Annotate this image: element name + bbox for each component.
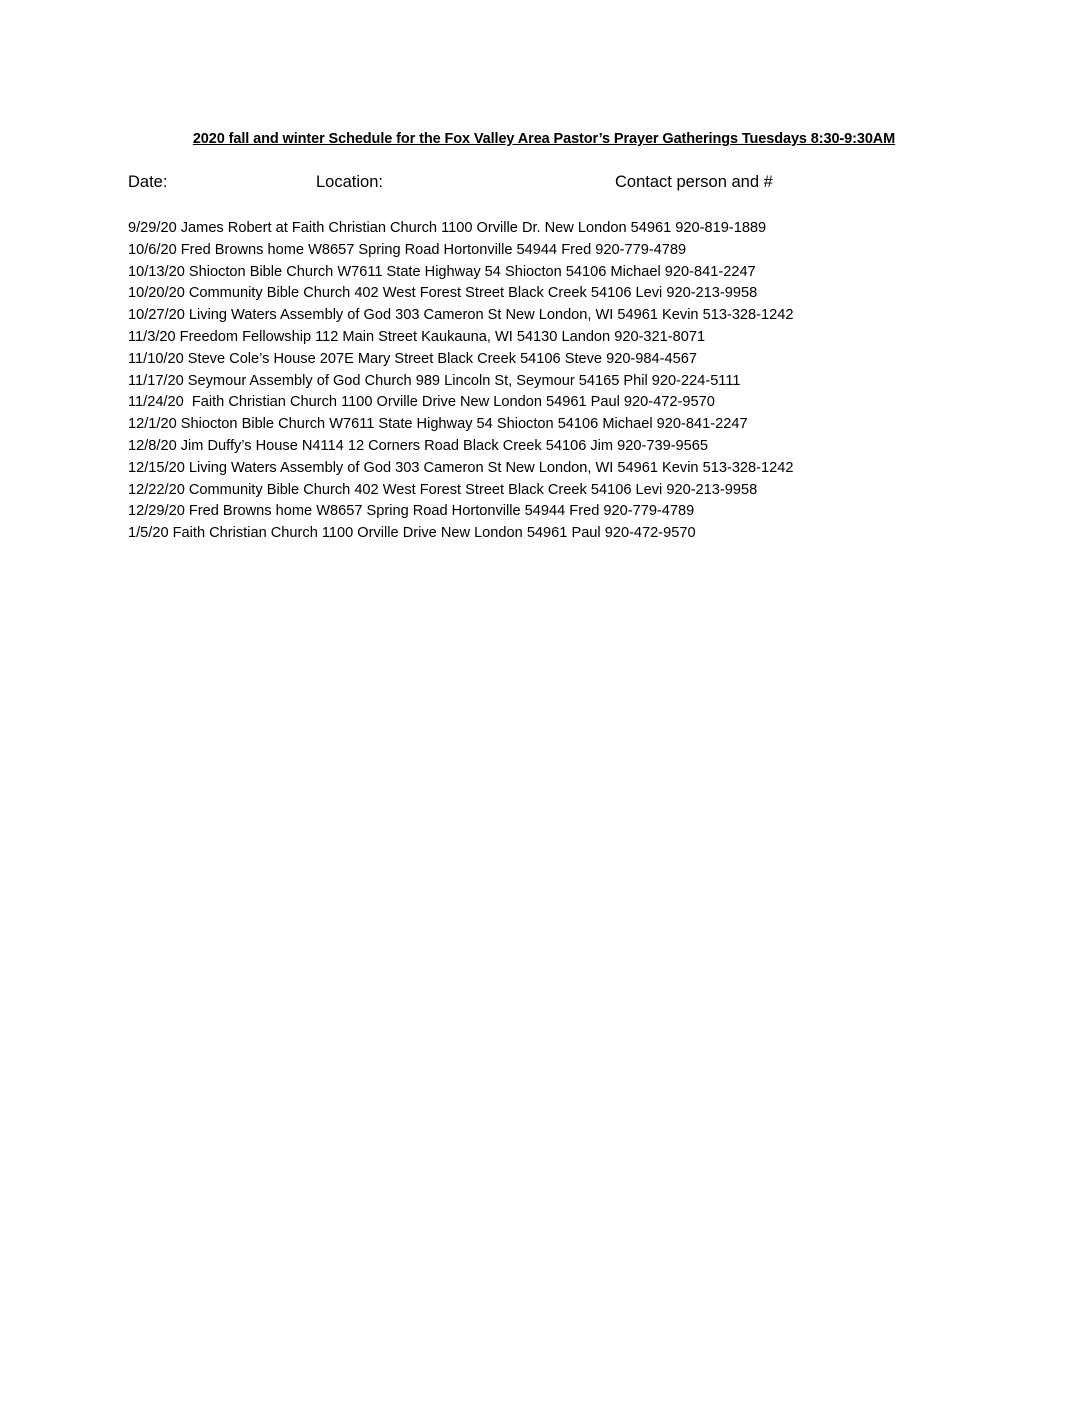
schedule-entry: 11/3/20 Freedom Fellowship 112 Main Street Kaukauna, WI 54130 Landon 920-321-8071: [128, 328, 706, 345]
column-headers: [128, 173, 928, 195]
schedule-entry: 10/20/20 Community Bible Church 402 West Forest Street Black Creek 54106 Levi 920-213-9958: [128, 285, 758, 302]
schedule-entry: 12/22/20 Community Bible Church 402 West Forest Street Black Creek 54106 Levi 920-213-9958: [128, 481, 758, 498]
header-date: Date:: [128, 173, 168, 191]
header-contact: Contact person and #: [615, 173, 773, 191]
schedule-entry: 12/29/20 Fred Browns home W8657 Spring Road Hortonville 54944 Fred 920-779-4789: [128, 503, 695, 520]
schedule-entry: 10/27/20 Living Waters Assembly of God 303 Cameron St New London, WI 54961 Kevin 513-328-1242: [128, 307, 794, 324]
schedule-list: [128, 218, 1028, 545]
schedule-entry: 10/13/20 Shiocton Bible Church W7611 State Highway 54 Shiocton 54106 Michael 920-841-2247: [128, 263, 756, 280]
schedule-entry: 1/5/20 Faith Christian Church 1100 Orville Drive New London 54961 Paul 920-472-9570: [128, 525, 696, 542]
schedule-entry: 12/15/20 Living Waters Assembly of God 303 Cameron St New London, WI 54961 Kevin 513-328-1242: [128, 459, 794, 476]
schedule-entry: 11/10/20 Steve Cole’s House 207E Mary Street Black Creek 54106 Steve 920-984-4567: [128, 350, 697, 367]
header-location: Location:: [316, 173, 383, 191]
schedule-entry: 11/24/20 Faith Christian Church 1100 Orville Drive New London 54961 Paul 920-472-9570: [128, 394, 715, 411]
schedule-entry: 12/8/20 Jim Duffy’s House N4114 12 Corners Road Black Creek 54106 Jim 920-739-9565: [128, 437, 709, 454]
schedule-entry: 12/1/20 Shiocton Bible Church W7611 State Highway 54 Shiocton 54106 Michael 920-841-2247: [128, 416, 748, 433]
schedule-entry: 10/6/20 Fred Browns home W8657 Spring Road Hortonville 54944 Fred 920-779-4789: [128, 241, 687, 258]
document-title: 2020 fall and winter Schedule for the Fox Valley Area Pastor’s Prayer Gatherings Tuesdays 8:30-9:30AM: [192, 131, 896, 147]
schedule-entry: 9/29/20 James Robert at Faith Christian Church 1100 Orville Dr. New London 54961 920-819-1889: [128, 220, 767, 236]
schedule-entry: 11/17/20 Seymour Assembly of God Church 989 Lincoln St, Seymour 54165 Phil 920-224-5111: [128, 372, 741, 389]
